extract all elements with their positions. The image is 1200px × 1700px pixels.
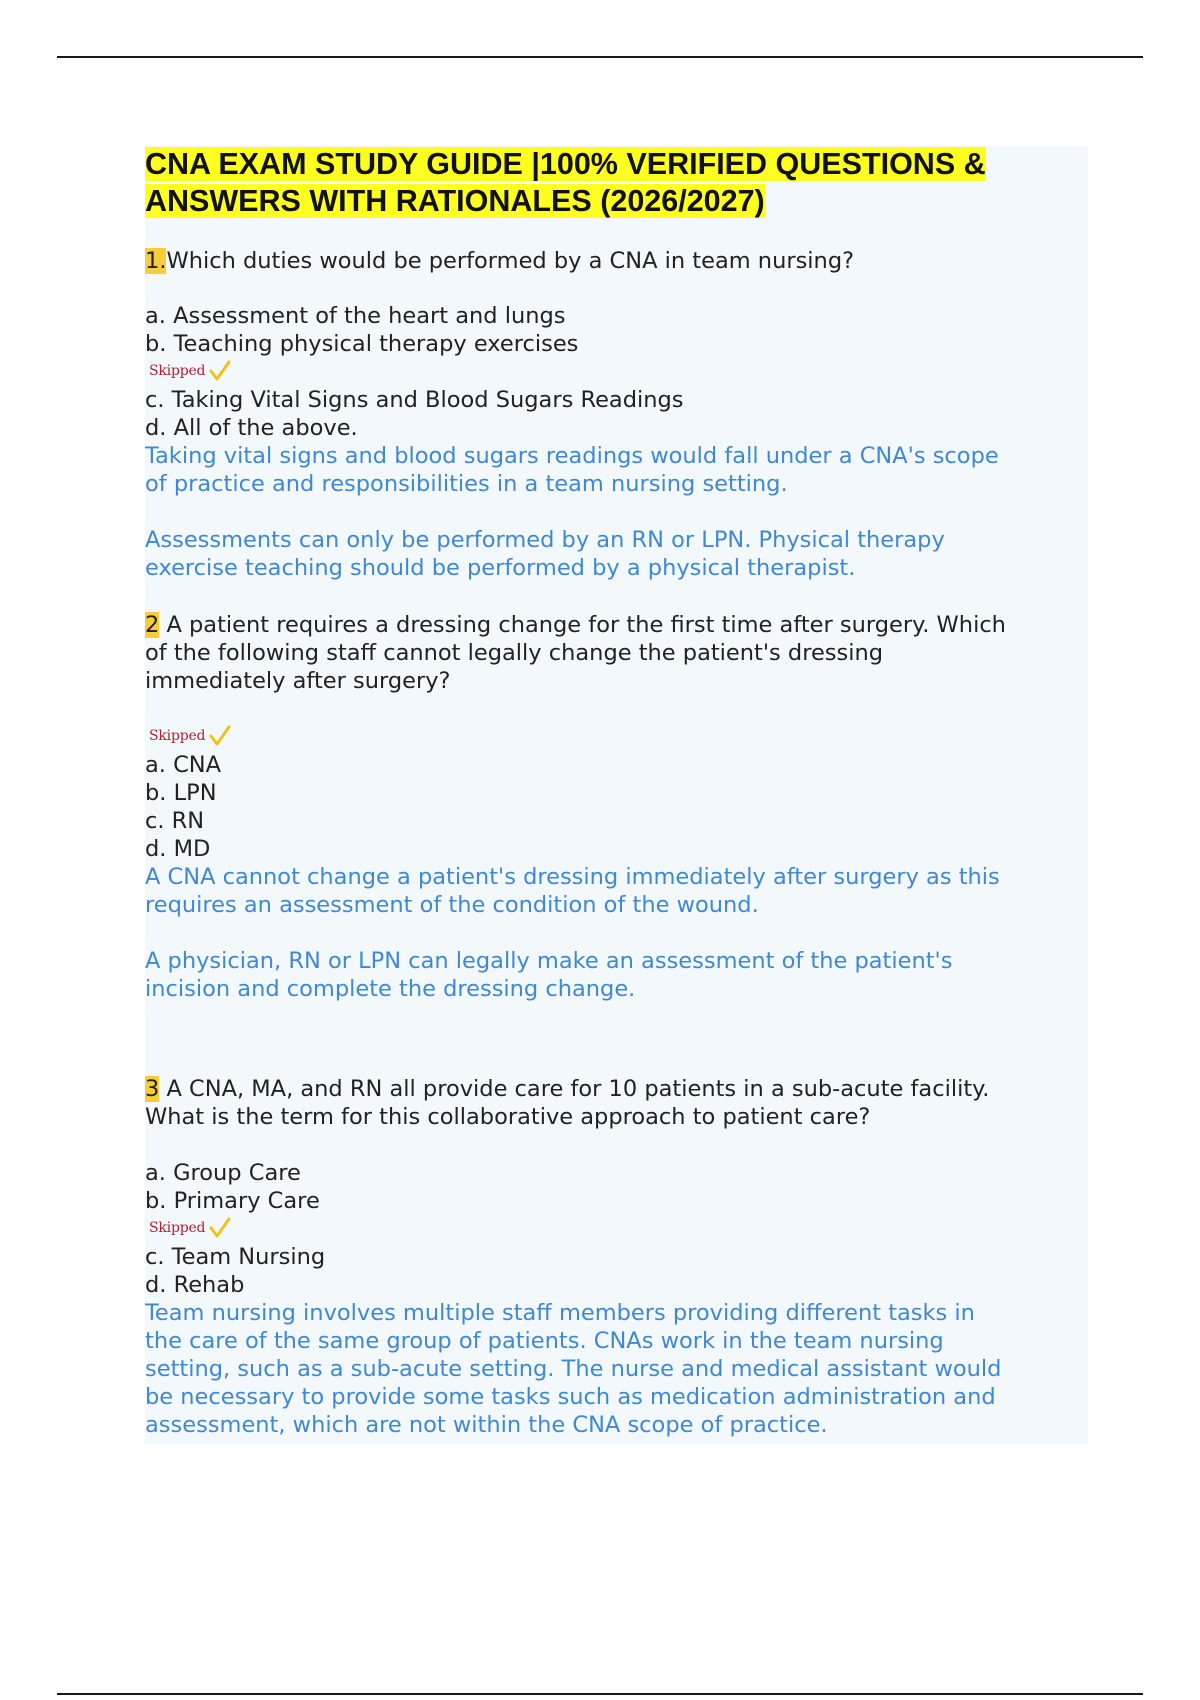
- title-line-2: ANSWERS WITH RATIONALES (2026/2027): [145, 184, 765, 218]
- skipped-label: Skipped: [149, 728, 206, 744]
- q2-option-d: d. MD: [145, 836, 211, 862]
- q2-option-b: b. LPN: [145, 780, 217, 806]
- question-2-text-line-3: immediately after surgery?: [145, 668, 451, 694]
- question-3-text-line-2: What is the term for this collaborative approach to patient care?: [145, 1104, 871, 1130]
- q1-option-a: a. Assessment of the heart and lungs: [145, 303, 566, 329]
- q2-skipped-marker: [149, 724, 231, 748]
- title-line-1: CNA EXAM STUDY GUIDE |100% VERIFIED QUESTIONS &: [145, 147, 986, 181]
- q1-option-c: c. Taking Vital Signs and Blood Sugars Readings: [145, 387, 684, 413]
- q1-option-b: b. Teaching physical therapy exercises: [145, 331, 579, 357]
- question-2-text-line-1: A patient requires a dressing change for the first time after surgery. Which: [159, 612, 1006, 638]
- q1-rationale-2-line-2: exercise teaching should be performed by a physical therapist.: [145, 555, 856, 581]
- question-number-2: 2: [145, 612, 160, 638]
- q3-rationale-line-3: setting, such as a sub-acute setting. The nurse and medical assistant would: [145, 1356, 1002, 1382]
- question-1-text: Which duties would be performed by a CNA in team nursing?: [166, 248, 855, 274]
- checkmark-icon: [209, 1217, 231, 1239]
- question-3: [145, 1075, 989, 1103]
- question-2-text-line-2: of the following staff cannot legally change the patient's dressing: [145, 640, 884, 666]
- q3-rationale-line-2: the care of the same group of patients. CNAs work in the team nursing: [145, 1328, 944, 1354]
- q1-rationale-1-line-1: Taking vital signs and blood sugars readings would fall under a CNA's scope: [145, 443, 999, 469]
- checkmark-icon: [209, 360, 231, 382]
- checkmark-icon: [209, 725, 231, 747]
- question-3-text-line-1: A CNA, MA, and RN all provide care for 10 patients in a sub-acute facility.: [159, 1076, 990, 1102]
- q2-rationale-1-line-1: A CNA cannot change a patient's dressing immediately after surgery as this: [145, 864, 1000, 890]
- q3-option-d: d. Rehab: [145, 1272, 245, 1298]
- q1-option-d: d. All of the above.: [145, 415, 358, 441]
- document-title: [145, 146, 1088, 220]
- question-number-1: 1.: [145, 248, 167, 274]
- question-2: [145, 611, 1006, 639]
- q2-option-c: c. RN: [145, 808, 205, 834]
- q2-rationale-2-line-2: incision and complete the dressing change.: [145, 976, 636, 1002]
- q3-rationale-line-5: assessment, which are not within the CNA scope of practice.: [145, 1412, 828, 1438]
- footer-rule: [57, 1693, 1143, 1695]
- q3-option-b: b. Primary Care: [145, 1188, 320, 1214]
- q2-rationale-2-line-1: A physician, RN or LPN can legally make an assessment of the patient's: [145, 948, 953, 974]
- q3-option-a: a. Group Care: [145, 1160, 301, 1186]
- header-rule: [57, 56, 1143, 58]
- study-guide-content: [145, 146, 1088, 1444]
- q1-skipped-marker: [149, 359, 231, 383]
- q3-rationale-line-4: be necessary to provide some tasks such as medication administration and: [145, 1384, 996, 1410]
- q2-option-a: a. CNA: [145, 752, 222, 778]
- q3-option-c: c. Team Nursing: [145, 1244, 326, 1270]
- q1-rationale-1-line-2: of practice and responsibilities in a team nursing setting.: [145, 471, 788, 497]
- question-1: [145, 247, 854, 275]
- q1-rationale-2-line-1: Assessments can only be performed by an RN or LPN. Physical therapy: [145, 527, 945, 553]
- q3-rationale-line-1: Team nursing involves multiple staff members providing different tasks in: [145, 1300, 975, 1326]
- skipped-label: Skipped: [149, 1220, 206, 1236]
- q3-skipped-marker: [149, 1216, 231, 1240]
- question-number-3: 3: [145, 1076, 160, 1102]
- q2-rationale-1-line-2: requires an assessment of the condition of the wound.: [145, 892, 759, 918]
- skipped-label: Skipped: [149, 363, 206, 379]
